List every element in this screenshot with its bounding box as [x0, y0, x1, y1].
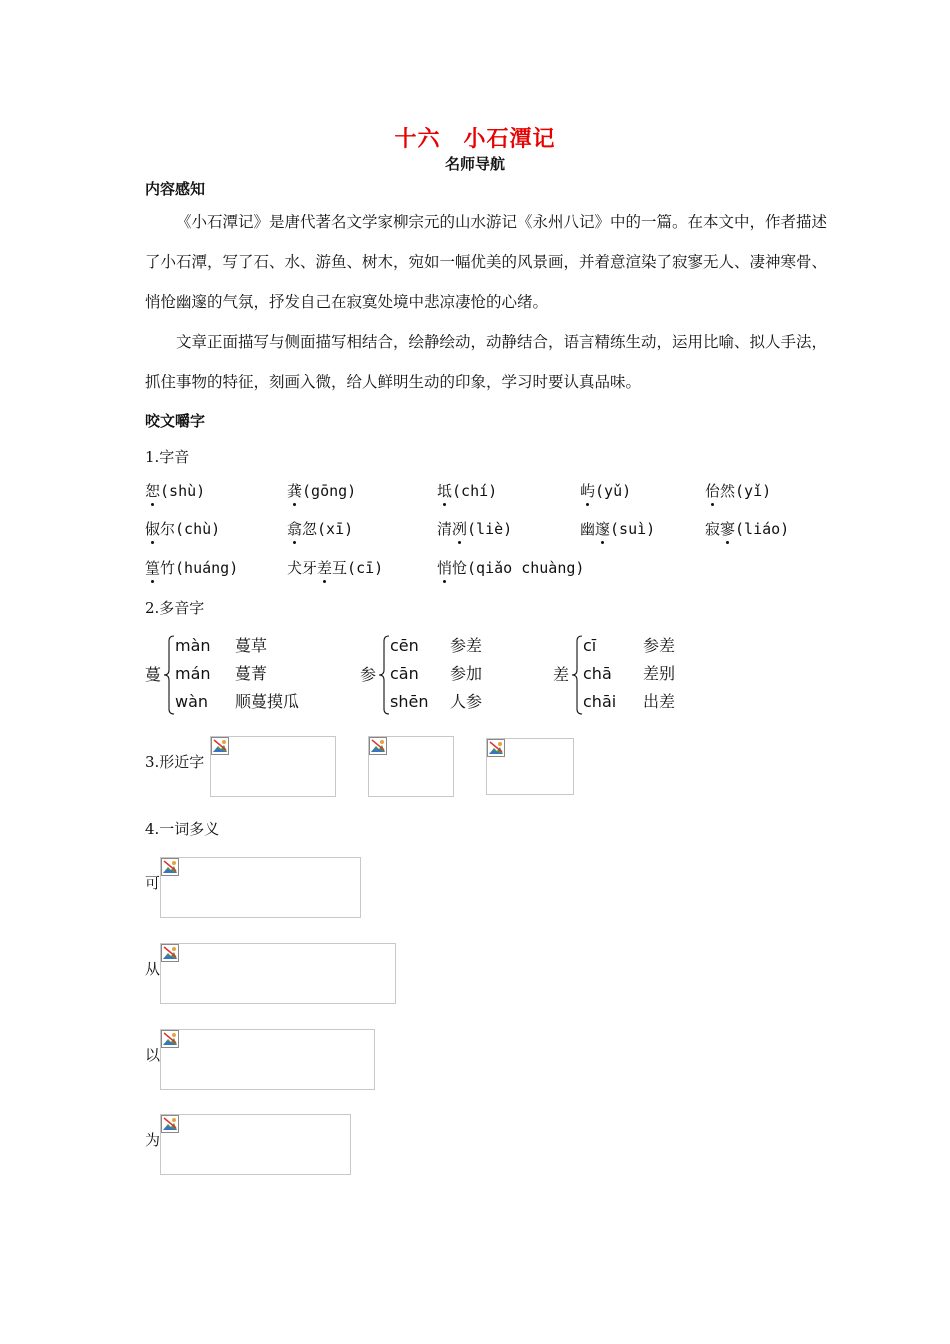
pronunciation-item — [580, 518, 655, 539]
xing-jin-image-1 — [210, 736, 336, 797]
dotted-character: 悄 — [437, 559, 453, 577]
dotted-character: 恕 — [145, 482, 161, 500]
xing-jin-label: 3.形近字 — [145, 753, 205, 771]
zi-yin-label: 1.字音 — [145, 448, 190, 466]
pinyin: chā — [583, 664, 612, 683]
polyphonic-reading-row — [390, 661, 482, 684]
pronunciation-item — [287, 480, 356, 501]
brace-icon — [571, 635, 583, 715]
xing-jin-image-2 — [368, 736, 454, 797]
broken-image-icon — [161, 944, 179, 962]
word-yi: 以 — [145, 1046, 161, 1064]
word-suffix: 尔 — [160, 520, 176, 538]
dotted-character: 篁 — [145, 559, 161, 577]
example-word: 参差 — [450, 636, 483, 655]
example-word: 蔓草 — [235, 636, 268, 655]
polyphonic-reading-row — [175, 633, 267, 656]
dotted-character: 俶 — [145, 520, 161, 538]
broken-image-icon — [487, 739, 505, 757]
pinyin: wàn — [175, 692, 209, 711]
word-suffix: 互 — [332, 559, 348, 577]
pronunciation-item — [145, 480, 205, 501]
pinyin: mán — [175, 664, 211, 683]
pronunciation-item — [580, 480, 631, 501]
yi-ci-duo-yi-label: 4.一词多义 — [145, 820, 220, 838]
pronunciation-item — [145, 518, 220, 539]
pinyin: chāi — [583, 692, 617, 711]
broken-image-icon — [369, 737, 387, 755]
pinyin: (qiǎo chuàng) — [467, 559, 585, 577]
paragraph-2: 文章正面描写与侧面描写相结合，绘静绘动，动静结合，语言精练生动，运用比喻、拟人手法，抓住事物的特征，刻画入微，给人鲜明生动的印象，学习时要认真品味。 — [145, 333, 828, 391]
pinyin: màn — [175, 636, 211, 655]
pinyin: (xī) — [317, 520, 354, 538]
word-cong: 从 — [145, 960, 161, 978]
polyphonic-character: 差 — [553, 665, 570, 684]
polyphonic-reading-row — [583, 689, 675, 712]
example-word: 顺蔓摸瓜 — [235, 692, 300, 711]
pinyin: (huáng) — [175, 559, 239, 577]
word-wei: 为 — [145, 1131, 161, 1149]
broken-image-icon — [161, 1115, 179, 1133]
content-paragraphs — [145, 202, 835, 402]
pinyin: shēn — [390, 692, 429, 711]
word-suffix: 忽 — [302, 520, 318, 538]
broken-image-icon — [161, 1030, 179, 1048]
example-word: 蔓菁 — [235, 664, 268, 683]
polyphonic-reading-row — [583, 633, 675, 656]
pinyin: (suì) — [610, 520, 656, 538]
meaning-image-wei — [160, 1114, 351, 1175]
dotted-character: 差 — [317, 559, 333, 577]
broken-image-icon — [161, 858, 179, 876]
polyphonic-reading-row — [175, 661, 267, 684]
pronunciation-item — [437, 480, 497, 501]
example-word: 参加 — [450, 664, 483, 683]
pinyin: (chù) — [175, 520, 221, 538]
pinyin: (yǔ) — [595, 482, 632, 500]
word-ke: 可 — [145, 874, 161, 892]
example-word: 参差 — [643, 636, 676, 655]
pinyin: (gōng) — [302, 482, 357, 500]
pronunciation-item — [705, 480, 771, 501]
section-heading-content: 内容感知 — [145, 180, 206, 198]
word-prefix: 幽 — [580, 520, 596, 538]
word-suffix: 然 — [720, 482, 736, 500]
pinyin: (liáo) — [735, 520, 790, 538]
dotted-character: 佁 — [705, 482, 721, 500]
brace-icon — [163, 635, 175, 715]
word-prefix: 寂 — [705, 520, 721, 538]
pinyin: (chí) — [452, 482, 498, 500]
polyphonic-reading-row — [390, 633, 482, 656]
xing-jin-image-3 — [486, 738, 574, 795]
dotted-character: 寥 — [720, 520, 736, 538]
dotted-character: 坻 — [437, 482, 453, 500]
example-word: 人参 — [450, 692, 483, 711]
polyphonic-reading-row — [390, 689, 482, 712]
example-word: 差别 — [643, 664, 676, 683]
dotted-character: 屿 — [580, 482, 596, 500]
dotted-character: 邃 — [595, 520, 611, 538]
pinyin: (shù) — [160, 482, 206, 500]
dotted-character: 翕 — [287, 520, 303, 538]
word-suffix: 怆 — [452, 559, 468, 577]
page-title: 十六 小石潭记 — [394, 126, 556, 152]
paragraph-1: 《小石潭记》是唐代著名文学家柳宗元的山水游记《永州八记》中的一篇。在本文中，作者描述了小石潭，写了石、水、游鱼、树木，宛如一幅优美的风景画，并着意渲染了寂寥无人、凄神寒骨、悄怆幽邃的气氛，抒发自己在寂寞处境中悲凉凄怆的心绪。 — [145, 213, 828, 311]
polyphonic-character: 蔓 — [145, 665, 162, 684]
polyphonic-reading-row — [583, 661, 675, 684]
meaning-image-yi — [160, 1029, 375, 1090]
dotted-character: 龚 — [287, 482, 303, 500]
polyphonic-reading-row — [175, 689, 299, 712]
pinyin: cān — [390, 664, 419, 683]
pronunciation-item — [287, 518, 353, 539]
broken-image-icon — [211, 737, 229, 755]
pronunciation-item — [287, 557, 383, 578]
pinyin: cī — [583, 636, 597, 655]
dotted-character: 冽 — [452, 520, 468, 538]
example-word: 出差 — [643, 692, 676, 711]
pronunciation-item — [437, 557, 584, 578]
pronunciation-item — [437, 518, 512, 539]
pinyin: (yǐ) — [735, 482, 772, 500]
brace-icon — [378, 635, 390, 715]
duo-yin-label: 2.多音字 — [145, 599, 205, 617]
word-prefix: 犬牙 — [287, 559, 318, 577]
meaning-image-ke — [160, 857, 361, 918]
polyphonic-character: 参 — [360, 665, 377, 684]
meaning-image-cong — [160, 943, 396, 1004]
pronunciation-item — [145, 557, 238, 578]
word-suffix: 竹 — [160, 559, 176, 577]
pinyin: cēn — [390, 636, 419, 655]
pronunciation-item — [705, 518, 789, 539]
page-subtitle: 名师导航 — [444, 155, 505, 173]
word-prefix: 清 — [437, 520, 453, 538]
pinyin: (cī) — [347, 559, 384, 577]
pinyin: (liè) — [467, 520, 513, 538]
section-heading-words: 咬文嚼字 — [145, 412, 206, 430]
